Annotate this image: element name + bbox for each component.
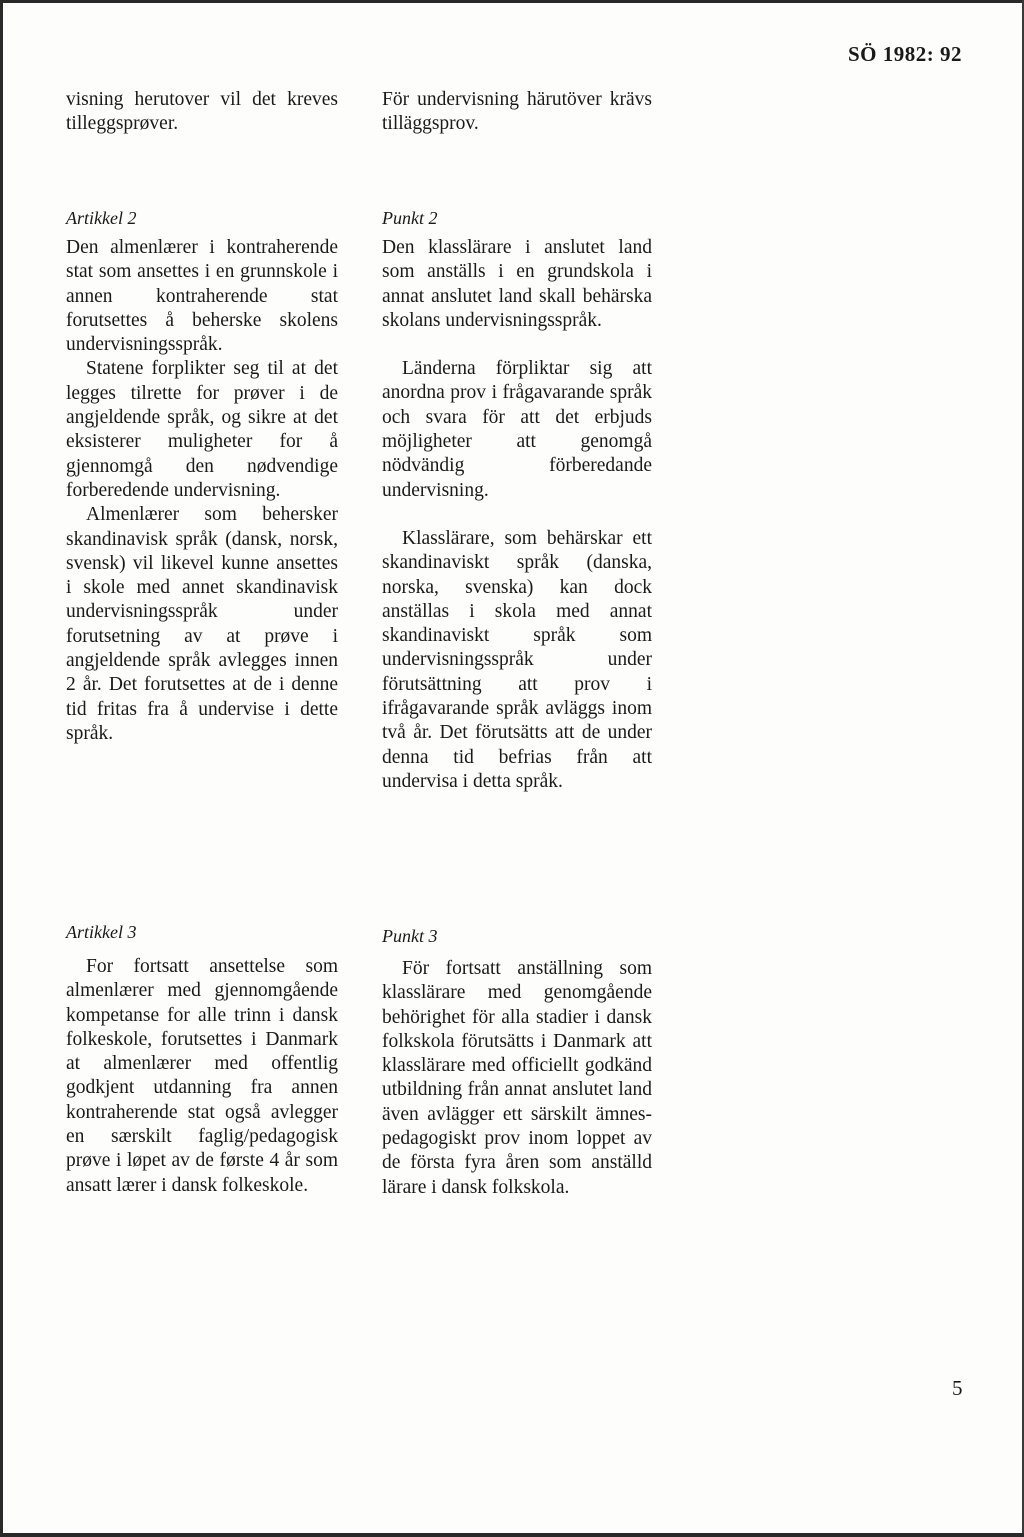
section2-left-heading: Artikkel 2: [66, 208, 137, 228]
intro-left-text: [66, 88, 338, 137]
section2-right-paragraph-3: Klasslärare, som behärskar ett skandinaviskt språk (danska, norska, svenska) kan dock anställas i skola med annat skandinaviskt språk som undervisningsspråk under förutsättning att prov i ifrågavarande språk avläggs inom två år. Det förutsätts att de under denna tid befrias från att undervisa i detta språk.: [382, 527, 652, 792]
section3-right-paragraph: För fortsatt anställning som klasslärare med genomgående behörighet för alla stadier i dansk folkskola förutsätts i Danmark att klasslärare med officiellt godkänd utbildning från annat anslutet land även avlägger ett särskilt ämnes-pedagogiskt prov inom loppet av de första fyra åren som anställd lärare i dansk folkskola.: [382, 958, 652, 1198]
section3-right-column: [382, 957, 652, 1200]
section2-right-column: [382, 236, 652, 794]
section2-right-paragraph-1: Den klasslärare i anslutet land som anställs i en grundskola i annat anslutet land skall behärska skolans undervisningsspråk.: [382, 237, 652, 331]
intro-right-paragraph: För undervisning härutöver krävs tilläggsprov.: [382, 89, 652, 135]
section2-right-paragraph-2: Länderna förpliktar sig att anordna prov i frågavarande språk och svara för att det erbjuds möjligheter att genomgå nödvändig förberedande undervisning.: [382, 358, 652, 501]
page-number: 5: [952, 1376, 963, 1400]
section3-left-heading: Artikkel 3: [66, 922, 137, 942]
intro-left-paragraph: visning herutover vil det kreves tilleggsprøver.: [66, 89, 338, 135]
document-reference: SÖ 1982: 92: [847, 42, 962, 66]
section2-left-paragraph-3: Almenlærer som behersker skandinavisk språk (dansk, norsk, svensk) vil likevel kunne ansettes i skole med annet skandinavisk undervisningsspråk under forutsetning av at prøve i angjeldende språk avlegges innen 2 år. Det forutsettes at de i denne tid fritas fra å undervise i dette språk.: [66, 504, 338, 744]
scan-border-top: [0, 0, 1024, 3]
scan-border-bottom: [0, 1533, 1024, 1537]
scan-border-left: [0, 0, 3, 1537]
section2-right-heading: Punkt 2: [382, 208, 438, 228]
intro-right-text: [382, 88, 652, 137]
section3-right-heading: Punkt 3: [382, 926, 438, 946]
section3-left-paragraph: For fortsatt ansettelse som almenlærer med gjennomgående kompetanse for alle trinn i dansk folkeskole, forutsettes i Danmark at almenlærer med offentlig godkjent utdanning fra annen kontraherende stat også avlegger en særskilt faglig/pedagogisk prøve i løpet av de første 4 år som ansatt lærer i dansk folkeskole.: [66, 956, 338, 1196]
section2-left-paragraph-1: Den almenlærer i kontraherende stat som ansettes i en grunnskole i annen kontraherende stat forutsettes å beherske skolens undervisningsspråk.: [66, 237, 338, 356]
section3-left-column: [66, 955, 338, 1198]
section2-left-column: [66, 236, 338, 746]
section2-left-paragraph-2: Statene forplikter seg til at det legges tilrette for prøver i de angjeldende språk, og sikre at det eksisterer muligheter for å gjennomgå den nødvendige forberedende undervisning.: [66, 358, 338, 501]
